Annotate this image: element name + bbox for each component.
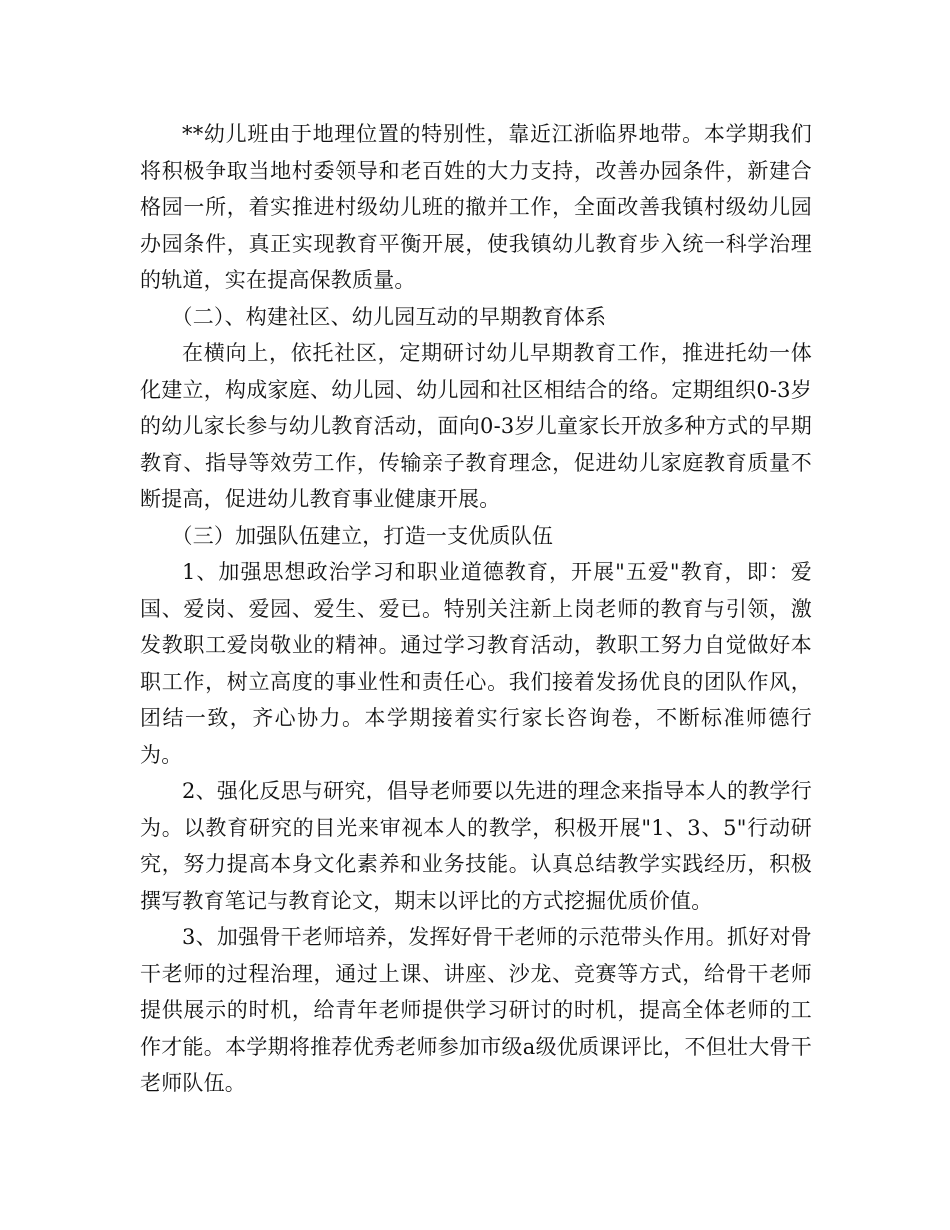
paragraph-3-1: 1、加强思想政治学习和职业道德教育，开展"五爱"教育，即：爱国、爱岗、爱园、爱生、爱已。特别关注新上岗老师的教育与引领，激发教职工爱岗敬业的精神。通过学习教育活动，教职工努力自觉做好本职工作，树立高度的事业性和责任心。我们接着发扬优良的团队作风，团结一致，齐心协力。本学期接着实行家长咨询卷，不断标准师德行为。 [140, 560, 812, 767]
document-body [140, 116, 812, 1102]
paragraph-3-2: 2、强化反思与研究，倡导老师要以先进的理念来指导本人的教学行为。以教育研究的目光来审视本人的教学，积极开展"1、3、5"行动研究，努力提高本身文化素养和业务技能。认真总结教学实践经历，积极撰写教育笔记与教育论文，期末以评比的方式挖掘优质价值。 [140, 779, 812, 913]
section-heading-2: （二）、构建社区、幼儿园互动的早期教育体系 [171, 304, 607, 329]
paragraph-1: **幼儿班由于地理位置的特别性，靠近江浙临界地带。本学期我们将积极争取当地村委领导和老百姓的大力支持，改善办园条件，新建合格园一所，着实推进村级幼儿班的撤并工作，全面改善我镇村级幼儿园办园条件，真正实现教育平衡开展，使我镇幼儿教育步入统一科学治理的轨道，实在提高保教质量。 [140, 122, 812, 292]
paragraph-2: 在横向上，依托社区，定期研讨幼儿早期教育工作，推进托幼一体化建立，构成家庭、幼儿园、幼儿园和社区相结合的络。定期组织0-3岁的幼儿家长参与幼儿教育活动，面向0-3岁儿童家长开放多种方式的早期教育、指导等效劳工作，传输亲子教育理念，促进幼儿家庭教育质量不断提高，促进幼儿教育事业健康开展。 [140, 341, 812, 511]
paragraph-3-3: 3、加强骨干老师培养，发挥好骨干老师的示范带头作用。抓好对骨干老师的过程治理，通过上课、讲座、沙龙、竞赛等方式，给骨干老师提供展示的时机，给青年老师提供学习研讨的时机，提高全体老师的工作才能。本学期将推荐优秀老师参加市级a级优质课评比，不但壮大骨干老师队伍。 [140, 925, 812, 1095]
section-heading-3: （三）加强队伍建立，打造一支优质队伍 [171, 523, 554, 548]
